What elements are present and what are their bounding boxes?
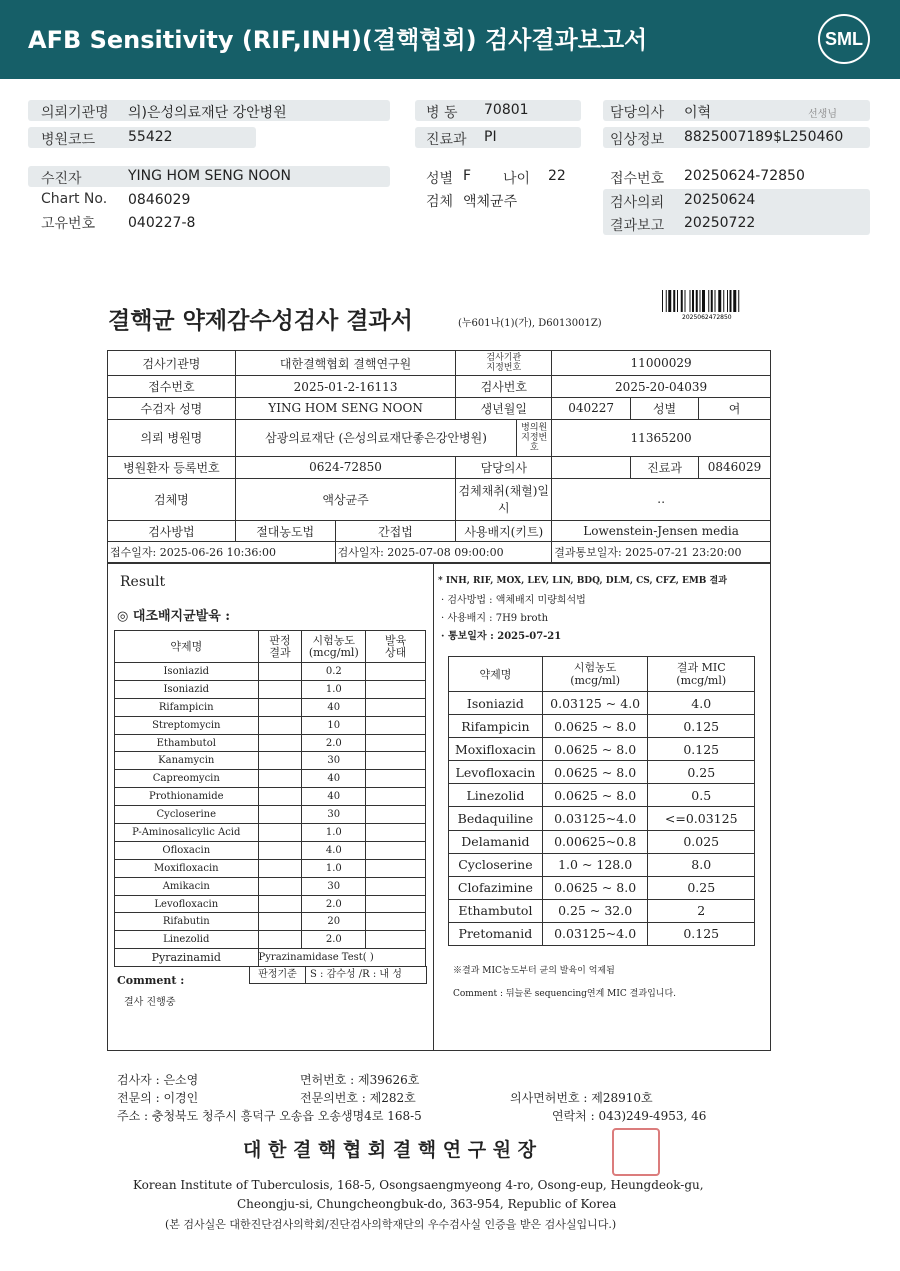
column-header: 시험농도 (mcg/ml): [302, 631, 366, 663]
test-concentration: 1.0: [302, 859, 366, 877]
drug-name: Levofloxacin: [115, 895, 259, 913]
barcode-bar: [733, 290, 736, 312]
table-row: [115, 949, 426, 967]
cell: 검체채취(채혈)일시: [456, 478, 552, 520]
test-range: 0.0625 ~ 8.0: [542, 738, 648, 761]
drug-name: Levofloxacin: [449, 761, 543, 784]
barcode-bar: [696, 290, 698, 312]
cell: ‥: [552, 478, 771, 520]
judgement: [258, 752, 302, 770]
cell: 삼광의료재단 (은성의료재단좋은강안병원): [235, 419, 516, 456]
test-range: 0.0625 ~ 8.0: [542, 876, 648, 899]
mic-result: 4.0: [648, 692, 755, 715]
control-growth-label: ◎ 대조배지균발육 :: [117, 609, 231, 624]
growth-status: [366, 824, 426, 842]
req-org-label: 의뢰기관명: [41, 105, 109, 121]
barcode-bar: [730, 290, 732, 312]
ward: 70801: [484, 102, 529, 118]
growth-status: [366, 806, 426, 824]
drug-name: Moxifloxacin: [449, 738, 543, 761]
barcode-bar: [690, 290, 691, 312]
drug-name: Rifabutin: [115, 913, 259, 931]
drug-name: Streptomycin: [115, 716, 259, 734]
mic-result: 2: [648, 899, 755, 922]
drug-name: Delamanid: [449, 830, 543, 853]
barcode: [660, 290, 772, 320]
ward-label: 병 동: [426, 105, 458, 121]
table-row: [115, 859, 426, 877]
table-row: [115, 752, 426, 770]
drug-name: Isoniazid: [115, 680, 259, 698]
table-row: [115, 913, 426, 931]
test-concentration: 10: [302, 716, 366, 734]
table-row: [115, 931, 426, 949]
table-row: [449, 784, 755, 807]
growth-status: [366, 680, 426, 698]
cell: 검사방법: [108, 520, 236, 542]
header-bar: [0, 0, 900, 79]
dept-label: 진료과: [426, 132, 467, 148]
table-row: [115, 680, 426, 698]
judgement: [258, 877, 302, 895]
rcpt: 20250624-72850: [684, 168, 805, 184]
growth-status: [366, 663, 426, 681]
growth-status: [366, 877, 426, 895]
table-row: [115, 788, 426, 806]
cell: 결과통보일자: 2025-07-21 23:20:00: [552, 542, 771, 563]
test-concentration: 1.0: [302, 680, 366, 698]
hosp-code: 55422: [128, 129, 173, 145]
growth-status: [366, 770, 426, 788]
growth-status: [366, 931, 426, 949]
test-range: 0.0625 ~ 8.0: [542, 784, 648, 807]
table-row: [449, 899, 755, 922]
telephone: 연락처 : 043)249-4953, 46: [552, 1109, 707, 1123]
english-address-2: Cheongju-si, Chungcheongbuk-do, 363-954, Republic of Korea: [237, 1197, 617, 1211]
cell: 11000029: [552, 351, 771, 376]
cell: Lowenstein-Jensen media: [552, 520, 771, 542]
table-row: [115, 663, 426, 681]
test-range: 1.0 ~ 128.0: [542, 853, 648, 876]
judgement: [258, 663, 302, 681]
judgement: [258, 770, 302, 788]
drug-name: Cycloserine: [115, 806, 259, 824]
cell: 액상균주: [235, 478, 456, 520]
cell: 사용배지(키트): [456, 520, 552, 542]
drug-name: Bedaquiline: [449, 807, 543, 830]
barcode-bar: [715, 290, 716, 312]
column-header: 판정 결과: [258, 631, 302, 663]
drug-name: Linezolid: [449, 784, 543, 807]
cell: 수검자 성명: [108, 397, 236, 419]
mic-result: 0.5: [648, 784, 755, 807]
judgement: [258, 841, 302, 859]
drug-name: Moxifloxacin: [115, 859, 259, 877]
drug-name: Ethambutol: [115, 734, 259, 752]
clinical: 8825007189$L250460: [684, 129, 844, 145]
drug-name: P-Aminosalicylic Acid: [115, 824, 259, 842]
criteria-label: 판정기준: [250, 967, 306, 983]
table-row: [449, 853, 755, 876]
address: 주소 : 충청북도 청주시 흥덕구 오송읍 오송생명4로 168-5: [117, 1109, 422, 1123]
growth-status: [366, 698, 426, 716]
drug-name: Pyrazinamid: [115, 949, 259, 967]
judgement: [258, 913, 302, 931]
table-row: [449, 738, 755, 761]
drug-name: Rifampicin: [449, 715, 543, 738]
barcode-bar: [738, 290, 739, 312]
judgement: [258, 824, 302, 842]
specimen: 액체균주: [463, 194, 518, 210]
test-concentration: 4.0: [302, 841, 366, 859]
clinical-label: 임상정보: [610, 132, 665, 148]
drug-name: Clofazimine: [449, 876, 543, 899]
drug-name: Capreomycin: [115, 770, 259, 788]
cell: 검사기관 지정번호: [456, 351, 552, 376]
cell: 진료과: [631, 456, 699, 478]
table-row: [115, 895, 426, 913]
right-comment: Comment : 뒤늘론 sequencing연계 MIC 결과입니다.: [453, 989, 677, 999]
table-row: [115, 716, 426, 734]
drug-name: Ethambutol: [449, 899, 543, 922]
column-header: 시험농도 (mcg/ml): [542, 657, 648, 692]
drug-name: Ofloxacin: [115, 841, 259, 859]
drug-name: Isoniazid: [115, 663, 259, 681]
growth-status: [366, 734, 426, 752]
age-label: 나이: [503, 171, 531, 187]
barcode-bar: [681, 290, 683, 312]
cell: [552, 456, 631, 478]
test-range: 0.00625~0.8: [542, 830, 648, 853]
barcode-number: 2025062472850: [682, 314, 732, 320]
cell: YING HOM SENG NOON: [235, 397, 456, 419]
criteria-value: S : 감수성 /R : 내 성: [310, 969, 402, 980]
cell: 검체명: [108, 478, 236, 520]
right-medium: · 사용배지 : 7H9 broth: [441, 613, 549, 624]
cell: 병의원 지정번호: [517, 419, 552, 456]
table-row: [115, 877, 426, 895]
doc-title: 결핵균 약제감수성검사 결과서: [108, 307, 413, 334]
spec-no: 전문의번호 : 제282호: [300, 1091, 416, 1105]
english-address-1: Korean Institute of Tuberculosis, 168-5, Osongsaengmyeong 4-ro, Osong-eup, Heungdeok-gu,: [133, 1178, 704, 1192]
criteria-box: [249, 966, 427, 984]
cell: 의뢰 병원명: [108, 419, 236, 456]
test-range: 0.25 ~ 32.0: [542, 899, 648, 922]
judgement: [258, 680, 302, 698]
cell: 11365200: [552, 419, 771, 456]
column-header: 발육 상태: [366, 631, 426, 663]
barcode-bar: [700, 290, 701, 312]
right-method: · 검사방법 : 액체배지 미량희석법: [441, 595, 586, 606]
doctor-suffix: 선생님: [808, 109, 837, 120]
right-head: * INH, RIF, MOX, LEV, LIN, BDQ, DLM, CS, CFZ, EMB 결과: [438, 576, 727, 586]
doctor-label: 담당의사: [610, 105, 665, 121]
mic-result: 0.125: [648, 738, 755, 761]
cell: 담당의사: [456, 456, 552, 478]
table-row: [449, 692, 755, 715]
drug-name: Rifampicin: [115, 698, 259, 716]
specialist: 전문의 : 이경인: [117, 1091, 199, 1105]
judgement: [258, 931, 302, 949]
test-range: 0.03125~4.0: [542, 807, 648, 830]
result-heading: Result: [120, 574, 166, 590]
chart-label: Chart No.: [41, 191, 108, 207]
patient-label: 수진자: [41, 171, 82, 187]
barcode-bar: [666, 290, 667, 312]
judgement: [258, 716, 302, 734]
barcode-bar: [702, 290, 705, 312]
table-row: [449, 876, 755, 899]
progress-note: 결사 진행중: [124, 997, 176, 1008]
drug-name: Pretomanid: [449, 922, 543, 945]
mic-result: 0.125: [648, 922, 755, 945]
cell: 0846029: [698, 456, 770, 478]
judgement: [258, 806, 302, 824]
cell: 대한결핵협회 결핵연구원: [235, 351, 456, 376]
test-concentration: 2.0: [302, 931, 366, 949]
table-row: [449, 761, 755, 784]
barcode-bar: [668, 290, 671, 312]
drug-name: Isoniazid: [449, 692, 543, 715]
rep-date-label: 결과보고: [610, 218, 665, 234]
barcode-bar: [723, 290, 724, 312]
cell: 접수일자: 2025-06-26 10:36:00: [108, 542, 336, 563]
test-concentration: 0.2: [302, 663, 366, 681]
growth-status: [366, 788, 426, 806]
mic-result: 0.025: [648, 830, 755, 853]
barcode-bar: [685, 290, 686, 312]
right-date: · 통보일자 : 2025-07-21: [441, 631, 562, 642]
cell: 2025-01-2-16113: [235, 376, 456, 398]
cell: 검사번호: [456, 376, 552, 398]
rep-date: 20250722: [684, 215, 756, 231]
cell: 성별: [631, 397, 699, 419]
cell: 2025-20-04039: [552, 376, 771, 398]
table-row: [449, 830, 755, 853]
growth-status: [366, 859, 426, 877]
cell: 검사일자: 2025-07-08 09:00:00: [335, 542, 552, 563]
test-concentration: 30: [302, 752, 366, 770]
doctor: 이혁: [684, 105, 712, 121]
table-row: [115, 806, 426, 824]
chart: 0846029: [128, 192, 191, 208]
mic-result: 0.125: [648, 715, 755, 738]
table-row: [115, 734, 426, 752]
test-concentration: 30: [302, 806, 366, 824]
report-table: [107, 350, 771, 563]
sex: F: [463, 168, 472, 184]
table-row: [115, 824, 426, 842]
test-concentration: 40: [302, 788, 366, 806]
growth-status: [366, 913, 426, 931]
req-date: 20250624: [684, 192, 756, 208]
judgement: [258, 895, 302, 913]
test-concentration: 30: [302, 877, 366, 895]
barcode-bar: [718, 290, 721, 312]
growth-status: [366, 716, 426, 734]
barcode-bar: [708, 290, 709, 312]
barcode-bar: [677, 290, 678, 312]
column-header: 약제명: [449, 657, 543, 692]
column-header: 결과 MIC (mcg/ml): [648, 657, 755, 692]
test-range: 0.03125 ~ 4.0: [542, 692, 648, 715]
test-range: 0.0625 ~ 8.0: [542, 715, 648, 738]
doc-license: 의사면허번호 : 제28910호: [510, 1091, 653, 1105]
mic-result: 0.25: [648, 761, 755, 784]
tester: 검사자 : 은소영: [117, 1073, 199, 1087]
sex-label: 성별: [426, 171, 454, 187]
dept: PI: [484, 129, 497, 145]
rcpt-label: 접수번호: [610, 171, 665, 187]
table-row: [115, 698, 426, 716]
cell: 여: [698, 397, 770, 419]
cell: 0624-72850: [235, 456, 456, 478]
growth-status: [366, 752, 426, 770]
test-range: 0.0625 ~ 8.0: [542, 761, 648, 784]
age: 22: [548, 168, 566, 184]
growth-status: [366, 895, 426, 913]
cell: 생년월일: [456, 397, 552, 419]
left-results-table: [114, 630, 426, 967]
req-org: 의)은성의료재단 강안병원: [128, 105, 287, 121]
req-date-label: 검사의뢰: [610, 195, 665, 211]
drug-name: Prothionamide: [115, 788, 259, 806]
barcode-bar: [662, 290, 663, 312]
report-title: AFB Sensitivity (RIF,INH)(결핵협회) 검사결과보고서: [28, 26, 648, 54]
barcode-bar: [692, 290, 694, 312]
table-row: [449, 807, 755, 830]
test-concentration: 40: [302, 698, 366, 716]
cell: 검사기관명: [108, 351, 236, 376]
growth-status: [366, 841, 426, 859]
test-concentration: 2.0: [302, 734, 366, 752]
test-concentration: 20: [302, 913, 366, 931]
sml-logo: SML: [818, 14, 870, 64]
cell: 040227: [552, 397, 631, 419]
column-header: 약제명: [115, 631, 259, 663]
drug-name: Kanamycin: [115, 752, 259, 770]
judgement: [258, 734, 302, 752]
barcode-bar: [727, 290, 728, 312]
cell: 절대농도법: [235, 520, 335, 542]
hosp-code-label: 병원코드: [41, 132, 96, 148]
test-concentration: 2.0: [302, 895, 366, 913]
cell: 접수번호: [108, 376, 236, 398]
pyrazinamidase-test: Pyrazinamidase Test( ): [258, 949, 425, 967]
table-row: [115, 841, 426, 859]
mic-note: ※결과 MIC농도부터 균의 발육이 억제됨: [453, 966, 615, 976]
test-concentration: 1.0: [302, 824, 366, 842]
judgement: [258, 859, 302, 877]
left-comment: Comment :: [117, 974, 185, 987]
mic-result: 8.0: [648, 853, 755, 876]
official-seal: [612, 1128, 660, 1176]
drug-name: Cycloserine: [449, 853, 543, 876]
judgement: [258, 698, 302, 716]
table-row: [449, 715, 755, 738]
cell: 병원환자 등록번호: [108, 456, 236, 478]
uid-label: 고유번호: [41, 216, 96, 232]
uid: 040227-8: [128, 215, 196, 231]
test-range: 0.03125~4.0: [542, 922, 648, 945]
table-row: [449, 922, 755, 945]
mic-results-table: [448, 656, 755, 946]
mic-result: <=0.03125: [648, 807, 755, 830]
license: 면허번호 : 제39626호: [300, 1073, 420, 1087]
org-name: 대 한 결 핵 협 회 결 핵 연 구 원 장: [243, 1139, 537, 1161]
table-row: [115, 770, 426, 788]
patient: YING HOM SENG NOON: [128, 168, 292, 184]
barcode-bar: [673, 290, 675, 312]
judgement: [258, 788, 302, 806]
specimen-label: 검체: [426, 194, 454, 210]
drug-name: Linezolid: [115, 931, 259, 949]
barcode-bar: [711, 290, 713, 312]
certification: (본 검사실은 대한진단검사의학회/진단검사의학재단의 우수검사실 인증을 받은 검사실입니다.): [165, 1218, 617, 1231]
drug-name: Amikacin: [115, 877, 259, 895]
mic-result: 0.25: [648, 876, 755, 899]
doc-code: (누601나(1)(가), D6013001Z): [458, 318, 602, 329]
test-concentration: 40: [302, 770, 366, 788]
cell: 간접법: [335, 520, 456, 542]
